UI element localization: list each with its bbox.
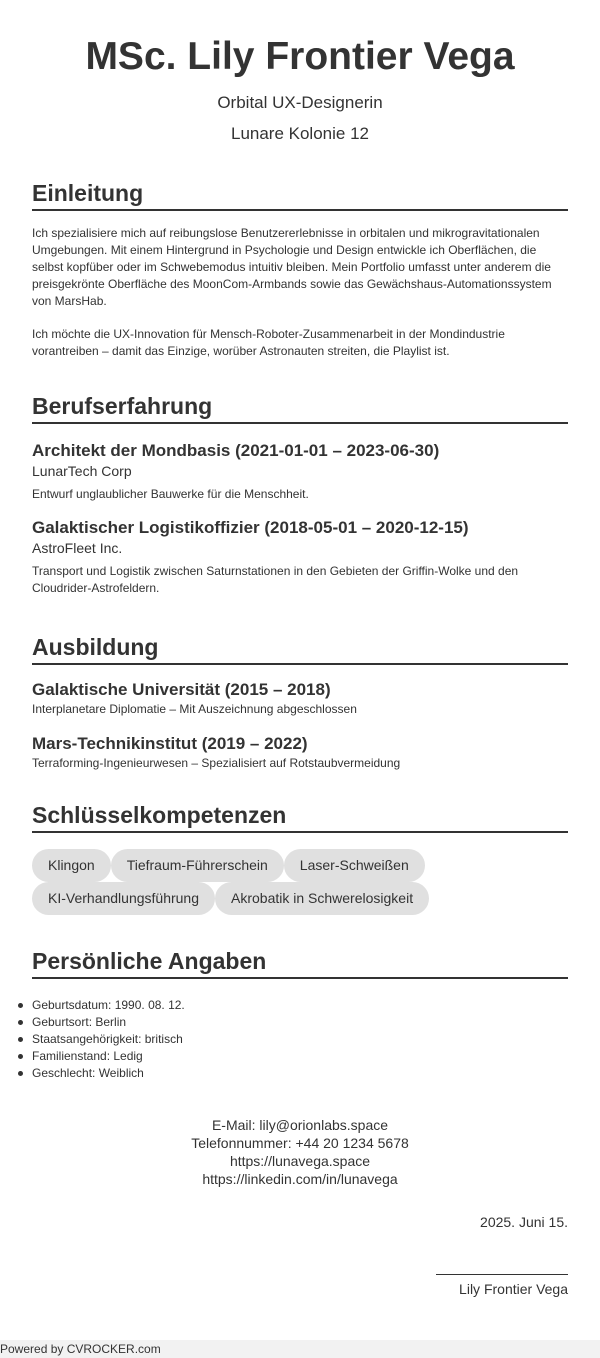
skill-tag: KI-Verhandlungsführung bbox=[32, 882, 215, 915]
skill-tag: Tiefraum-Führerschein bbox=[111, 849, 284, 882]
skill-tag: Klingon bbox=[32, 849, 111, 882]
job-entry-company: AstroFleet Inc. bbox=[32, 540, 123, 556]
experience-section bbox=[32, 392, 568, 597]
skill-tag: Akrobatik in Schwerelosigkeit bbox=[215, 882, 429, 915]
powered-by-footer: Powered by CVROCKER.com bbox=[0, 1340, 600, 1358]
section-title-intro: Einleitung bbox=[32, 179, 568, 211]
intro-section bbox=[32, 179, 568, 360]
signature-block bbox=[436, 1274, 568, 1297]
signature-line bbox=[436, 1274, 568, 1275]
location: Lunare Kolonie 12 bbox=[230, 124, 369, 143]
contact-website: https://lunavega.space bbox=[229, 1153, 371, 1169]
education-entry-title: Mars-Technikinstitut (2019 – 2022) bbox=[32, 734, 308, 753]
section-title-skills: Schlüsselkompetenzen bbox=[32, 801, 568, 833]
contact-block bbox=[32, 1116, 568, 1188]
job-entry-description: Entwurf unglaublicher Bauwerke für die Menschheit. bbox=[32, 487, 309, 501]
personal-detail: Staatsangehörigkeit: britisch bbox=[32, 1031, 568, 1048]
education-entry bbox=[32, 733, 568, 771]
personal-detail: Geschlecht: Weiblich bbox=[32, 1065, 568, 1082]
skill-tag: Laser-Schweißen bbox=[284, 849, 425, 882]
job-entry-title: Galaktischer Logistikoffizier (2018-05-01 – 2020-12-15) bbox=[32, 518, 469, 537]
contact-linkedin: https://linkedin.com/in/lunavega bbox=[202, 1171, 398, 1187]
job-entry-title: Architekt der Mondbasis (2021-01-01 – 2023-06-30) bbox=[32, 441, 440, 460]
personal-detail: Familienstand: Ledig bbox=[32, 1048, 568, 1065]
intro-paragraph: Ich spezialisiere mich auf reibungslose Benutzererlebnisse in orbitalen und mikrogravitationalen Umgebungen. Mit einem Hintergrund in Psychologie und Design entwickle ich Oberflächen, die selbst kopfüber oder im Schwebemodus intuitiv bleiben. Mein Portfolio umfasst unter anderem die preisgekrönte Oberfläche des MoonCom-Armbands sowie das Gewächshaus-Automationssystem von MarsHab. bbox=[32, 226, 552, 308]
education-entry-title: Galaktische Universität (2015 – 2018) bbox=[32, 680, 331, 699]
job-entry-description: Transport und Logistik zwischen Saturnstationen in den Gebieten der Griffin-Wolke und den Cloudrider-Astrofeldern. bbox=[32, 564, 519, 595]
education-entry-description: Interplanetare Diplomatie – Mit Auszeichnung abgeschlossen bbox=[32, 702, 357, 716]
education-entry-description: Terraforming-Ingenieurwesen – Spezialisiert auf Rotstaubvermeidung bbox=[32, 756, 401, 770]
intro-paragraph: Ich möchte die UX-Innovation für Mensch-Roboter-Zusammenarbeit in der Mondindustrie vorantreiben – damit das Einzige, worüber Astronauten streiten, die Playlist ist. bbox=[32, 327, 505, 358]
skills-section bbox=[32, 801, 568, 915]
job-title: Orbital UX-Designerin bbox=[217, 93, 383, 112]
job-entry-company: LunarTech Corp bbox=[32, 463, 132, 479]
section-title-education: Ausbildung bbox=[32, 633, 568, 665]
resume-header bbox=[32, 0, 568, 145]
personal-section bbox=[32, 947, 568, 1082]
person-name: MSc. Lily Frontier Vega bbox=[85, 35, 515, 78]
contact-email: E-Mail: lily@orionlabs.space bbox=[211, 1117, 389, 1133]
personal-details-list bbox=[32, 997, 568, 1082]
education-section bbox=[32, 633, 568, 771]
signature-name: Lily Frontier Vega bbox=[459, 1281, 568, 1297]
section-title-experience: Berufserfahrung bbox=[32, 392, 568, 424]
section-title-personal: Persönliche Angaben bbox=[32, 947, 568, 979]
education-entry bbox=[32, 679, 568, 717]
personal-detail: Geburtsdatum: 1990. 08. 12. bbox=[32, 997, 568, 1014]
document-date: 2025. Juni 15. bbox=[480, 1214, 568, 1230]
job-entry bbox=[32, 440, 568, 503]
skills-list bbox=[32, 849, 568, 915]
contact-phone: Telefonnummer: +44 20 1234 5678 bbox=[191, 1135, 409, 1151]
job-entry bbox=[32, 517, 568, 597]
personal-detail: Geburtsort: Berlin bbox=[32, 1014, 568, 1031]
